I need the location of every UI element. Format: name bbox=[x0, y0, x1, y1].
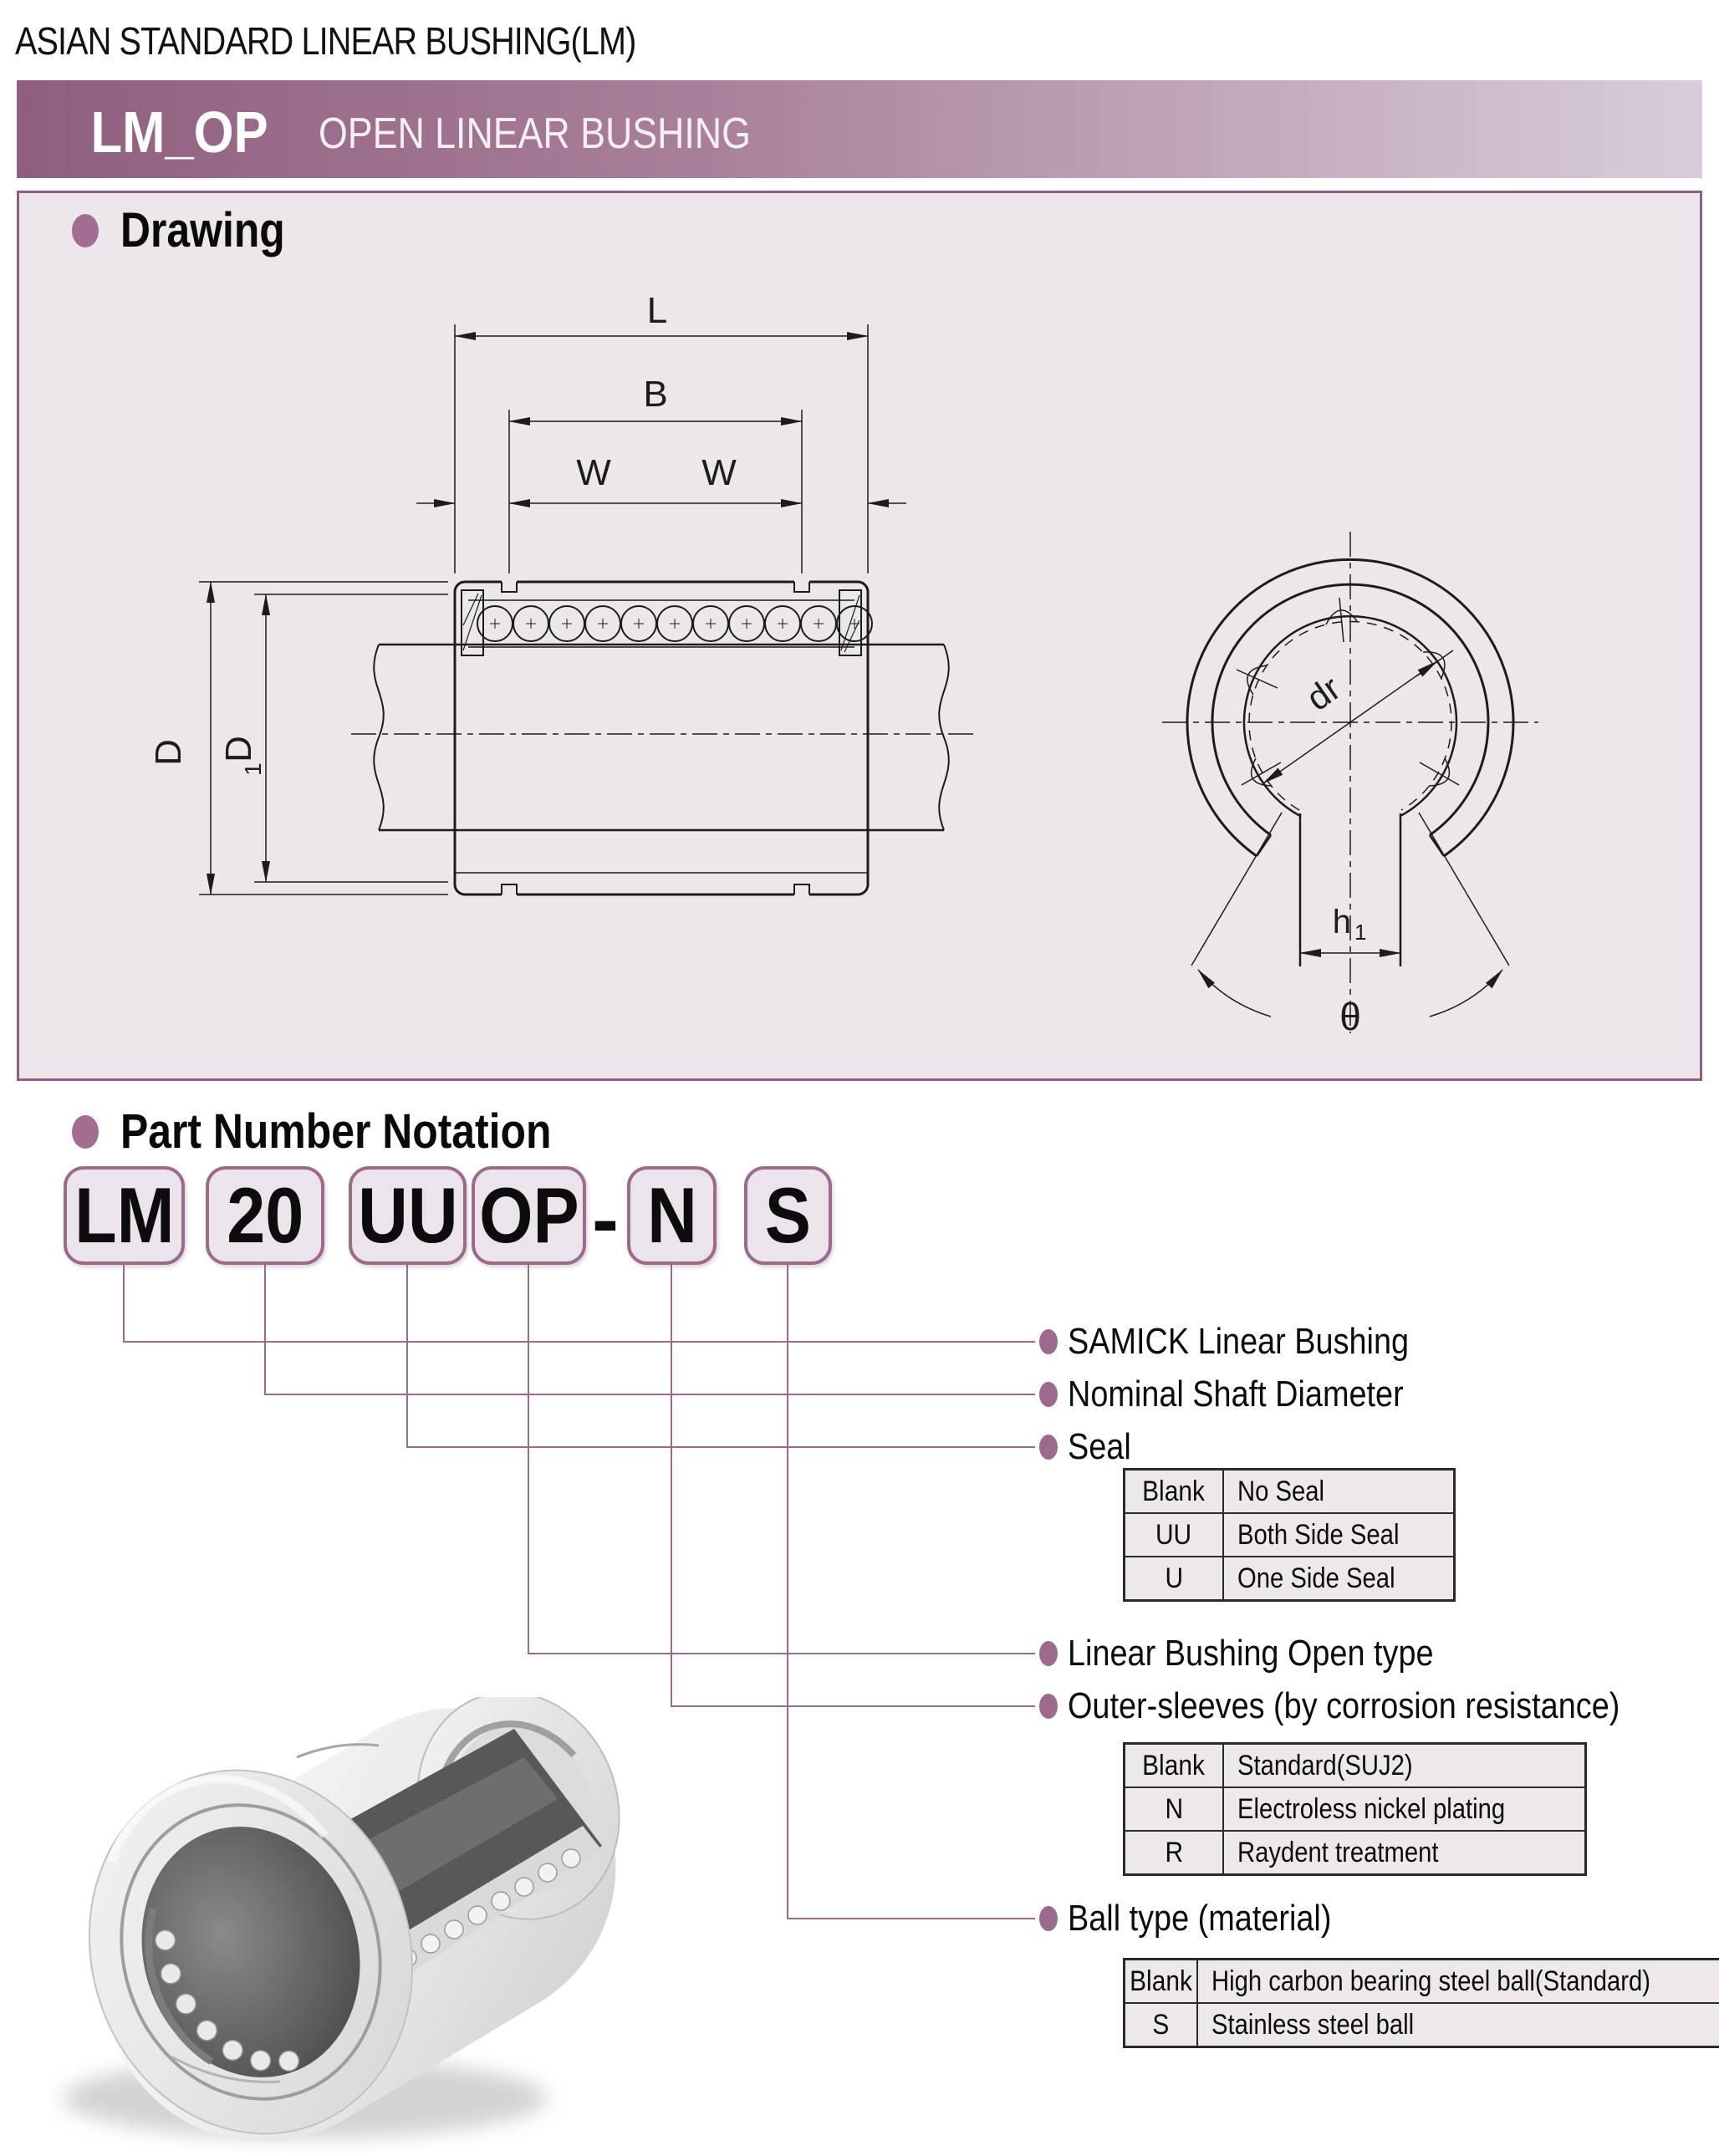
callout-seal: Seal bbox=[1039, 1425, 1141, 1469]
table-row: U One Side Seal bbox=[1125, 1557, 1455, 1601]
side-view-dimensions bbox=[199, 324, 906, 895]
callout-samick: SAMICK Linear Bushing bbox=[1039, 1320, 1464, 1363]
header-bar bbox=[17, 80, 1702, 178]
table-row: UU Both Side Seal bbox=[1125, 1513, 1455, 1557]
table-row: Blank No Seal bbox=[1125, 1470, 1455, 1514]
side-section-view bbox=[351, 579, 974, 898]
sleeve-options-table bbox=[1123, 1742, 1587, 1876]
callout-open-type: Linear Bushing Open type bbox=[1039, 1632, 1493, 1675]
callout-outer-sleeves: Outer-sleeves (by corrosion resistance) bbox=[1039, 1685, 1710, 1728]
dim-label-dr: dr bbox=[1298, 668, 1348, 719]
dim-label-theta: θ bbox=[1339, 995, 1361, 1038]
table-row: S Stainless steel ball bbox=[1125, 2003, 1719, 2047]
bullet-icon bbox=[1039, 1694, 1058, 1719]
dim-label-h1-sub: 1 bbox=[1354, 920, 1367, 945]
dim-label-D: D bbox=[148, 739, 189, 766]
callout-ball-type: Ball type (material) bbox=[1039, 1897, 1375, 1940]
dim-label-h1: h bbox=[1332, 904, 1351, 940]
ball-options-table bbox=[1123, 1958, 1719, 2048]
part-segment-seal: UU bbox=[349, 1166, 467, 1265]
table-row: R Raydent treatment bbox=[1125, 1831, 1586, 1875]
dim-label-B: B bbox=[643, 374, 668, 415]
page-title-text: ASIAN STANDARD LINEAR BUSHING(LM) bbox=[15, 19, 636, 63]
table-row: Blank Standard(SUJ2) bbox=[1125, 1744, 1586, 1788]
ball-seats bbox=[1237, 598, 1459, 786]
bullet-icon bbox=[72, 1115, 99, 1149]
part-segment-size: 20 bbox=[206, 1166, 324, 1265]
bullet-icon bbox=[1039, 1382, 1058, 1407]
bullet-icon bbox=[1039, 1329, 1058, 1354]
callout-shaft-diameter: Nominal Shaft Diameter bbox=[1039, 1373, 1458, 1416]
seal-options-table bbox=[1123, 1468, 1456, 1602]
bullet-icon bbox=[1039, 1641, 1058, 1666]
dim-label-W-left: W bbox=[576, 452, 611, 493]
technical-drawing bbox=[17, 191, 1702, 1081]
model-code: LM_OP bbox=[90, 99, 268, 165]
end-view-dim-labels bbox=[1299, 668, 1367, 1038]
table-row: Blank High carbon bearing steel ball(Standard) bbox=[1125, 1960, 1719, 2004]
bullet-icon bbox=[1039, 1435, 1058, 1460]
drawing-section-title: Drawing bbox=[120, 203, 285, 257]
dim-label-L: L bbox=[646, 290, 668, 331]
dim-label-D1-sub: 1 bbox=[240, 762, 266, 776]
side-view-dim-labels bbox=[148, 290, 737, 776]
dim-label-W-right: W bbox=[701, 452, 737, 493]
end-view bbox=[1162, 532, 1538, 1033]
part-segment-open: OP bbox=[472, 1166, 586, 1265]
dim-label-D1: D bbox=[218, 736, 259, 762]
table-row: N Electroless nickel plating bbox=[1125, 1787, 1586, 1831]
part-segment-ball: S bbox=[744, 1166, 832, 1265]
bullet-icon bbox=[1039, 1906, 1058, 1931]
part-number-section-heading bbox=[72, 1103, 621, 1160]
page-title bbox=[15, 18, 737, 64]
model-subtitle: OPEN LINEAR BUSHING bbox=[319, 109, 752, 158]
product-photo bbox=[46, 1697, 681, 2153]
part-segment-sleeve: N bbox=[627, 1166, 717, 1265]
part-separator: - bbox=[592, 1175, 619, 1264]
part-number-section-title: Part Number Notation bbox=[120, 1104, 552, 1159]
part-segment-lm: LM bbox=[64, 1166, 185, 1265]
